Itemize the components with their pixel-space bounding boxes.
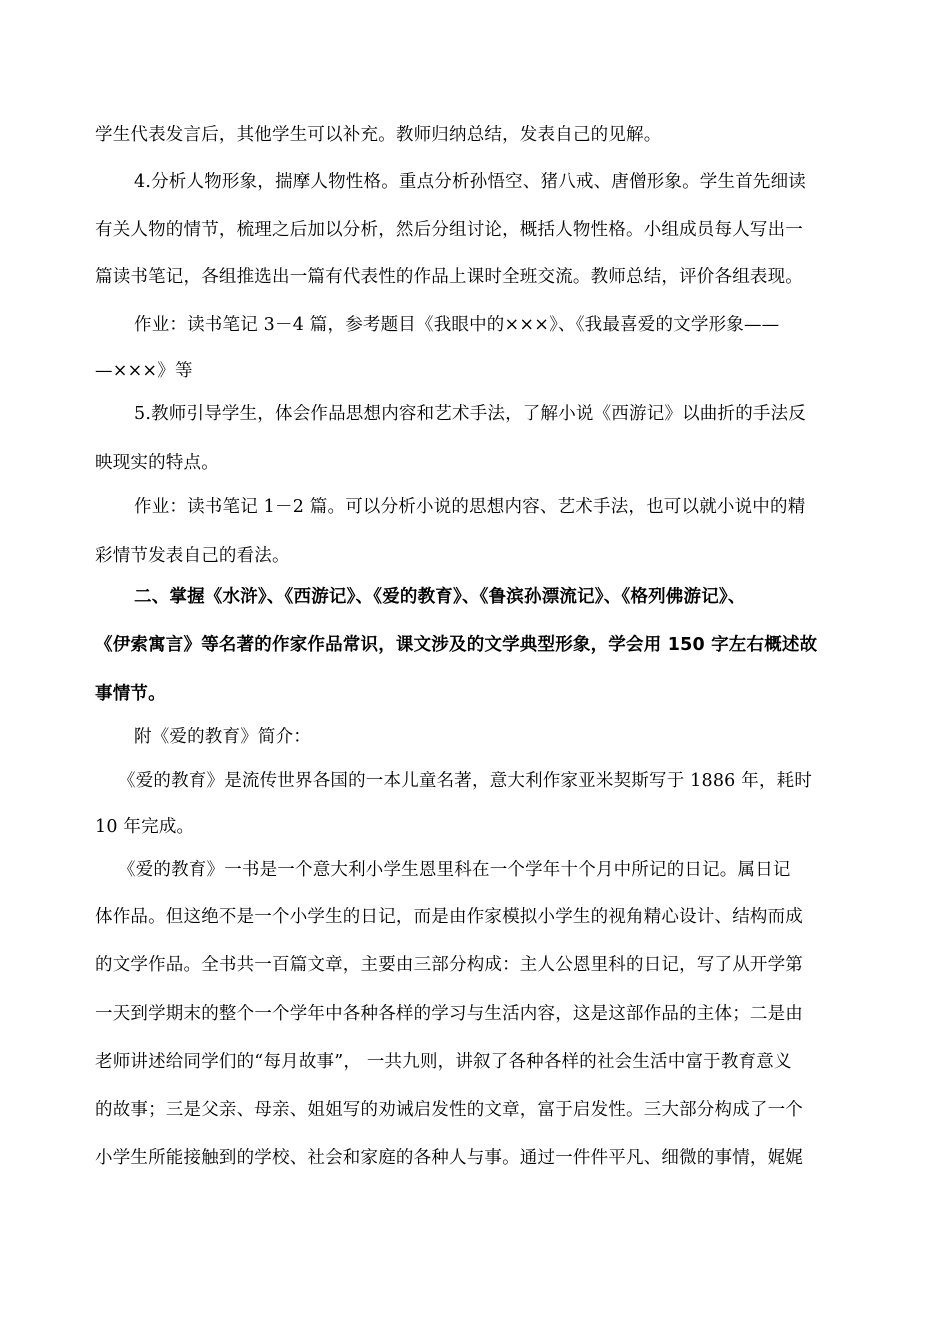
text-line: 小学生所能接触到的学校、社会和家庭的各种人与事。通过一件件平凡、细微的事情，娓娓 [95, 1148, 803, 1168]
text-line: 学生代表发言后，其他学生可以补充。教师归纳总结，发表自己的见解。 [95, 125, 662, 145]
text-line: 映现实的特点。 [95, 453, 219, 473]
text-line: 的故事；三是父亲、母亲、姐姐写的劝诫启发性的文章，富于启发性。三大部分构成了一个 [95, 1100, 803, 1120]
text-line: 老师讲述给同学们的“每月故事”， 一共九则，讲叙了各种各样的社会生活中富于教育意义 [95, 1052, 792, 1072]
text-line: 一天到学期末的整个一个学年中各种各样的学习与生活内容，这是这部作品的主体；二是由 [95, 1004, 803, 1024]
text-line: 《爱的教育》是流传世界各国的一本儿童名著，意大利作家亚米契斯写于 1886 年，耗时 [118, 771, 813, 791]
text-line: 《爱的教育》一书是一个意大利小学生恩里科在一个学年十个月中所记的日记。属日记 [118, 860, 791, 880]
section-heading-line: 二、掌握《水浒》、《西游记》、《爱的教育》、《鲁滨孙漂流记》、《格列佛游记》、 [134, 587, 746, 607]
text-line: 的文学作品。全书共一百篇文章，主要由三部分构成：主人公恩里科的日记，写了从开学第 [95, 955, 803, 975]
text-line: 体作品。但这绝不是一个小学生的日记，而是由作家模拟小学生的视角精心设计、结构而成 [95, 907, 803, 927]
section-heading-line: 《伊索寓言》等名著的作家作品常识，课文涉及的文学典型形象，学会用 150 字左右概述故 [95, 635, 818, 655]
text-line: 4.分析人物形象，揣摩人物性格。重点分析孙悟空、猪八戒、唐僧形象。学生首先细读 [134, 172, 806, 192]
text-line: 篇读书笔记，各组推选出一篇有代表性的作品上课时全班交流。教师总结，评价各组表现。 [95, 267, 803, 287]
text-line: 作业：读书笔记 3－4 篇，参考题目《我眼中的×××》、《我最喜爱的文学形象—— [134, 315, 780, 335]
text-line: 5.教师引导学生，体会作品思想内容和艺术手法，了解小说《西游记》以曲折的手法反 [134, 404, 806, 424]
text-line: 作业：读书笔记 1－2 篇。可以分析小说的思想内容、艺术手法，也可以就小说中的精 [134, 497, 806, 517]
text-line: 彩情节发表自己的看法。 [95, 546, 290, 566]
text-line: 附《爱的教育》简介： [134, 727, 311, 747]
text-line: 有关人物的情节，梳理之后加以分析，然后分组讨论，概括人物性格。小组成员每人写出一 [95, 220, 803, 240]
text-line: —×××》等 [95, 361, 193, 381]
text-line: 10 年完成。 [95, 817, 195, 837]
section-heading-line: 事情节。 [95, 684, 166, 704]
